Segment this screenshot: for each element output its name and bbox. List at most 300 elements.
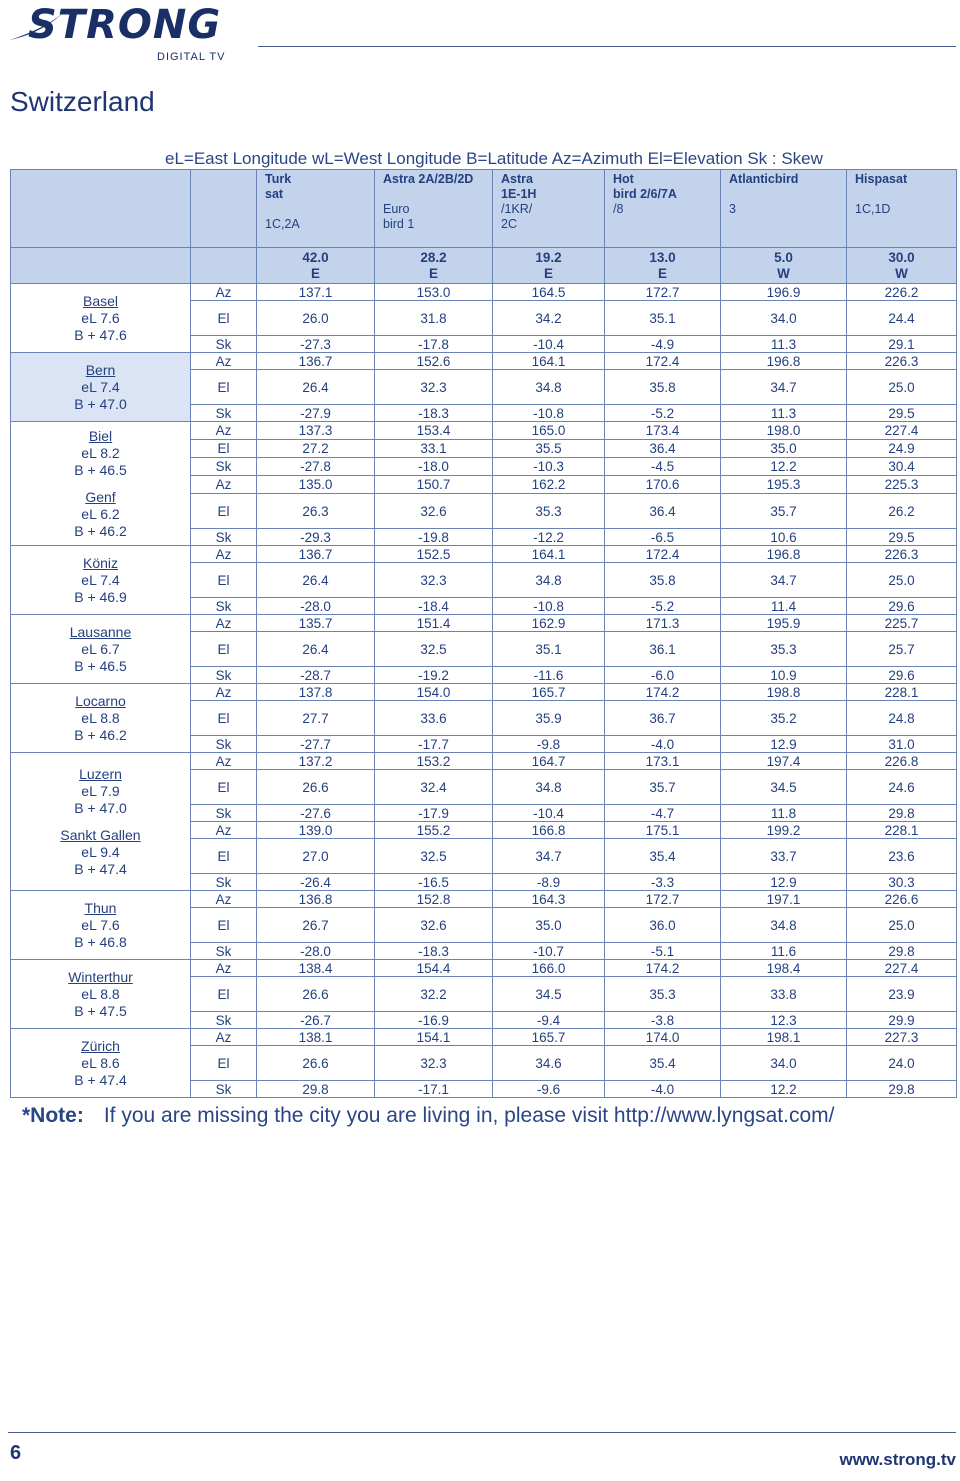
city-block [11,489,190,540]
angle-value: -17.1 [375,1081,493,1098]
angle-value: 174.2 [605,960,721,977]
angle-value: 26.2 [847,494,957,529]
angle-value: 27.0 [257,839,375,874]
angle-value: 195.3 [721,476,847,494]
angle-value: 138.4 [257,960,375,977]
parameter-label: El [191,908,257,943]
angle-value: 196.8 [721,353,847,370]
angle-value: 136.7 [257,546,375,563]
orbital-position-value: 13.0 [649,249,676,265]
city-cell [11,684,191,753]
angle-value: 166.0 [493,960,605,977]
angle-value: 11.6 [721,943,847,960]
city-cell [11,1029,191,1098]
angle-value: 12.9 [721,874,847,891]
table-row [11,546,957,563]
angle-value: -17.9 [375,805,493,822]
angle-value: 152.8 [375,891,493,908]
angle-value: 154.0 [375,684,493,701]
satellite-header-line: bird 2/6/7A [613,187,677,201]
angle-value: 173.4 [605,422,721,440]
city-cell [11,960,191,1029]
angle-value: -19.2 [375,667,493,684]
orbital-position [847,248,957,284]
angle-value: 172.4 [605,546,721,563]
angle-value: 226.3 [847,546,957,563]
angle-value: 34.8 [721,908,847,943]
city-latitude: B + 46.9 [74,588,127,605]
parameter-label: El [191,977,257,1012]
angle-value: 30.3 [847,874,957,891]
orbital-position-direction: W [895,265,908,281]
angle-value: 26.6 [257,977,375,1012]
city-longitude: eL 7.4 [81,378,120,395]
city-name: Zürich [81,1037,120,1054]
city-block [11,969,190,1020]
header-divider [258,46,956,47]
angle-value: 33.1 [375,440,493,458]
city-block [11,693,190,744]
angle-value: 32.6 [375,908,493,943]
table-row [11,353,957,370]
angle-value: 32.3 [375,1046,493,1081]
city-latitude: B + 47.6 [74,326,127,343]
city-latitude: B + 46.2 [74,726,127,743]
angle-value: -10.7 [493,943,605,960]
parameter-label: Az [191,753,257,770]
satellite-header [605,170,721,248]
city-block [11,555,190,606]
angle-value: -18.3 [375,943,493,960]
angle-value: -9.8 [493,736,605,753]
parameter-label: Az [191,353,257,370]
orbital-position [257,248,375,284]
orbital-position-value: 19.2 [535,249,562,265]
angle-value: 135.7 [257,615,375,632]
parameter-label: Sk [191,943,257,960]
angle-value: 164.1 [493,546,605,563]
satellite-header [847,170,957,248]
satellite-header [493,170,605,248]
angle-value: 137.3 [257,422,375,440]
angle-value: 227.4 [847,960,957,977]
angle-value: -26.7 [257,1012,375,1029]
satellite-header [375,170,493,248]
satellite-header-line: bird 1 [383,217,415,231]
city-latitude: B + 46.2 [74,522,127,539]
angle-value: 29.8 [257,1081,375,1098]
parameter-label: Sk [191,336,257,353]
angle-value: 153.0 [375,284,493,301]
satellite-header-line: 1E-1H [501,187,537,201]
parameter-label: Sk [191,529,257,546]
angle-value: 153.2 [375,753,493,770]
city-longitude: eL 9.4 [81,843,120,860]
satellite-header-line: 3 [729,202,736,216]
parameter-label: Sk [191,1081,257,1098]
city-block [11,428,190,479]
angle-value: 139.0 [257,822,375,839]
angle-value: 226.2 [847,284,957,301]
parameter-label: El [191,370,257,405]
angle-value: -27.3 [257,336,375,353]
angle-value: 26.4 [257,563,375,598]
city-block [11,827,190,878]
angle-value: 32.3 [375,563,493,598]
angle-value: -6.5 [605,529,721,546]
table-row [11,891,957,908]
angle-value: -4.7 [605,805,721,822]
angle-value: 165.7 [493,1029,605,1046]
orbital-position-value: 30.0 [888,249,915,265]
angle-value: 198.8 [721,684,847,701]
angle-value: 32.5 [375,632,493,667]
angle-value: -28.7 [257,667,375,684]
angle-value: -5.1 [605,943,721,960]
angle-value: 34.8 [493,370,605,405]
satellite-header-line: Hispasat [855,172,908,186]
angle-value: 151.4 [375,615,493,632]
angle-value: 25.0 [847,908,957,943]
angle-value: 137.8 [257,684,375,701]
angle-value: 36.1 [605,632,721,667]
angle-value: -27.8 [257,458,375,476]
satellite-header-line: Astra [501,172,533,186]
orbital-position-direction: E [428,265,438,281]
city-latitude: B + 47.0 [74,395,127,412]
angle-value: -5.2 [605,598,721,615]
angle-value: 36.4 [605,494,721,529]
angle-value: 32.6 [375,494,493,529]
angle-value: -17.7 [375,736,493,753]
city-longitude: eL 8.6 [81,1054,120,1071]
angle-value: 174.0 [605,1029,721,1046]
city-cell [11,284,191,353]
angle-value: 162.9 [493,615,605,632]
orbital-position [605,248,721,284]
angle-value: 27.2 [257,440,375,458]
satellite-header-line: Astra 2A/2B/2D [383,172,474,186]
angle-value: 198.1 [721,1029,847,1046]
angle-value: -10.8 [493,405,605,422]
parameter-label: El [191,701,257,736]
city-name: Locarno [75,692,126,709]
parameter-label: Sk [191,805,257,822]
table-row [11,1029,957,1046]
angle-value: 166.8 [493,822,605,839]
satellite-header-line: Euro [383,202,410,216]
angle-value: -18.4 [375,598,493,615]
orbital-position [493,248,605,284]
angle-value: 36.4 [605,440,721,458]
city-name: Basel [82,292,119,309]
angle-value: 35.2 [721,701,847,736]
angle-value: 30.4 [847,458,957,476]
parameter-label: Sk [191,736,257,753]
city-block [11,293,190,344]
angle-value: 196.9 [721,284,847,301]
angle-value: 164.1 [493,353,605,370]
city-block [11,624,190,675]
angle-value: 35.1 [605,301,721,336]
angle-value: -16.9 [375,1012,493,1029]
angle-value: 174.2 [605,684,721,701]
satellite-header-line [265,202,374,217]
page-number: 6 [10,1442,22,1464]
city-longitude: eL 6.2 [81,505,120,522]
orbital-position-direction: E [657,265,667,281]
table-row [11,284,957,301]
footer-website: www.strong.tv [839,1450,956,1469]
angle-value: 35.8 [605,563,721,598]
parameter-label: Az [191,960,257,977]
angle-value: 29.6 [847,598,957,615]
city-name: Köniz [82,554,119,571]
satellite-header-line: sat [265,187,284,201]
angle-value: 137.1 [257,284,375,301]
orbital-position-value: 5.0 [774,249,793,265]
satellite-header-line [855,217,956,232]
angle-value: 153.4 [375,422,493,440]
angle-value: 35.9 [493,701,605,736]
parameter-label: Az [191,822,257,839]
parameter-label: El [191,563,257,598]
angle-value: 150.7 [375,476,493,494]
city-longitude: eL 8.8 [81,985,120,1002]
angle-value: 34.8 [493,770,605,805]
angle-value: 34.7 [721,563,847,598]
table-row [11,684,957,701]
angle-value: 35.4 [605,839,721,874]
angle-value: 173.1 [605,753,721,770]
orbital-position [375,248,493,284]
angle-value: 32.5 [375,839,493,874]
city-latitude: B + 47.4 [74,1071,127,1088]
city-longitude: eL 6.7 [81,640,120,657]
city-longitude: eL 7.9 [81,782,120,799]
angle-value: 137.2 [257,753,375,770]
orbital-position [721,248,847,284]
city-cell [11,546,191,615]
angle-value: 25.0 [847,370,957,405]
city-name: Biel [88,427,113,444]
angle-value: 12.2 [721,458,847,476]
parameter-label: El [191,632,257,667]
city-latitude: B + 46.5 [74,461,127,478]
angle-value: 24.9 [847,440,957,458]
city-name: Lausanne [69,623,132,640]
angle-value: 170.6 [605,476,721,494]
angle-value: 36.7 [605,701,721,736]
angle-value: -4.0 [605,1081,721,1098]
parameter-label: El [191,770,257,805]
parameter-label: Az [191,476,257,494]
angle-value: -11.6 [493,667,605,684]
angle-value: 154.1 [375,1029,493,1046]
angle-value: -27.7 [257,736,375,753]
angle-value: 10.9 [721,667,847,684]
table-row [11,615,957,632]
angle-value: 24.8 [847,701,957,736]
city-name: Luzern [79,765,122,782]
orbital-position-direction: E [310,265,320,281]
angle-value: 225.3 [847,476,957,494]
angle-value: 35.7 [605,770,721,805]
angle-value: 12.2 [721,1081,847,1098]
angle-value: 26.4 [257,632,375,667]
angle-value: 171.3 [605,615,721,632]
angle-value: 172.4 [605,353,721,370]
angle-value: -28.0 [257,598,375,615]
satellite-header [257,170,375,248]
angle-value: 35.5 [493,440,605,458]
angle-value: 199.2 [721,822,847,839]
angle-value: 35.0 [721,440,847,458]
city-name: Thun [84,899,117,916]
satellite-header-line [613,217,720,232]
orbital-position-value: 28.2 [420,249,447,265]
parameter-label: El [191,1046,257,1081]
angle-value: 24.4 [847,301,957,336]
angle-value: -29.3 [257,529,375,546]
angle-value: 25.7 [847,632,957,667]
angle-value: 198.0 [721,422,847,440]
table-row [11,422,957,440]
city-name: Winterthur [68,968,133,985]
city-block [11,1038,190,1089]
angle-value: 197.4 [721,753,847,770]
city-cell [11,353,191,422]
angle-value: -12.2 [493,529,605,546]
satellite-header-line [855,187,956,202]
angle-value: 35.3 [493,494,605,529]
satellite-name-row [11,170,957,248]
angle-value: 29.5 [847,405,957,422]
angle-value: 31.8 [375,301,493,336]
angle-value: 29.8 [847,805,957,822]
angle-value: 25.0 [847,563,957,598]
angle-value: 165.7 [493,684,605,701]
city-block [11,900,190,951]
satellite-header-line [729,187,846,202]
satellite-header-line: Turk [265,172,292,186]
angle-value: 34.2 [493,301,605,336]
angle-value: 35.8 [605,370,721,405]
angle-value: 35.7 [721,494,847,529]
angle-value: 164.7 [493,753,605,770]
city-name: Genf [85,488,116,505]
angle-value: 26.4 [257,370,375,405]
angle-value: -27.9 [257,405,375,422]
satellite-header-line: /8 [613,202,624,216]
angle-value: 26.3 [257,494,375,529]
angle-value: 35.3 [721,632,847,667]
parameter-label: El [191,440,257,458]
angle-value: 34.6 [493,1046,605,1081]
angle-value: -28.0 [257,943,375,960]
satellite-header-line: 1C,1D [855,202,891,216]
blank-header-cell [11,170,191,248]
blank-header-cell [191,248,257,284]
parameter-label: El [191,839,257,874]
city-longitude: eL 8.8 [81,709,120,726]
angle-value: 12.9 [721,736,847,753]
angle-value: 10.6 [721,529,847,546]
angle-value: -17.8 [375,336,493,353]
angle-value: 164.5 [493,284,605,301]
city-latitude: B + 47.4 [74,860,127,877]
parameter-label: Az [191,422,257,440]
angle-value: -16.5 [375,874,493,891]
angle-value: -3.8 [605,1012,721,1029]
angle-value: 32.2 [375,977,493,1012]
angle-value: 172.7 [605,284,721,301]
angle-value: 152.6 [375,353,493,370]
city-cell [11,891,191,960]
angle-value: -9.4 [493,1012,605,1029]
satellite-header-line: Hot [613,172,634,186]
angle-value: 34.7 [721,370,847,405]
city-name: Bern [85,361,116,378]
angle-value: -9.6 [493,1081,605,1098]
angle-value: 195.9 [721,615,847,632]
angle-value: 35.4 [605,1046,721,1081]
angle-value: 172.7 [605,891,721,908]
orbital-position-direction: W [777,265,790,281]
city-longitude: eL 7.6 [81,309,120,326]
angle-value: 29.8 [847,1081,957,1098]
angle-value: 227.3 [847,1029,957,1046]
angle-value: 23.9 [847,977,957,1012]
city-longitude: eL 7.6 [81,916,120,933]
angle-value: -10.8 [493,598,605,615]
parameter-label: Sk [191,874,257,891]
angle-value: 26.0 [257,301,375,336]
angle-value: 33.7 [721,839,847,874]
angle-value: 135.0 [257,476,375,494]
angle-value: 228.1 [847,684,957,701]
angle-value: -6.0 [605,667,721,684]
city-latitude: B + 46.8 [74,933,127,950]
angle-value: 11.8 [721,805,847,822]
angle-value: 11.3 [721,336,847,353]
angle-value: 225.7 [847,615,957,632]
angle-value: 35.0 [493,908,605,943]
city-latitude: B + 46.5 [74,657,127,674]
angle-value: 35.1 [493,632,605,667]
angle-value: 34.0 [721,301,847,336]
city-cell [11,753,191,891]
angle-value: 34.8 [493,563,605,598]
angle-value: 26.6 [257,770,375,805]
angle-value: 35.3 [605,977,721,1012]
parameter-label: Az [191,684,257,701]
angle-value: -10.3 [493,458,605,476]
angle-value: -5.2 [605,405,721,422]
angle-value: 136.7 [257,353,375,370]
angle-value: -4.9 [605,336,721,353]
page-header [0,0,960,70]
angle-value: -4.0 [605,736,721,753]
table-row [11,960,957,977]
parameter-label: Az [191,615,257,632]
angle-value: 154.4 [375,960,493,977]
city-longitude: eL 7.4 [81,571,120,588]
angle-value: 162.2 [493,476,605,494]
parameter-label: Az [191,284,257,301]
city-latitude: B + 47.5 [74,1002,127,1019]
angle-value: -18.3 [375,405,493,422]
